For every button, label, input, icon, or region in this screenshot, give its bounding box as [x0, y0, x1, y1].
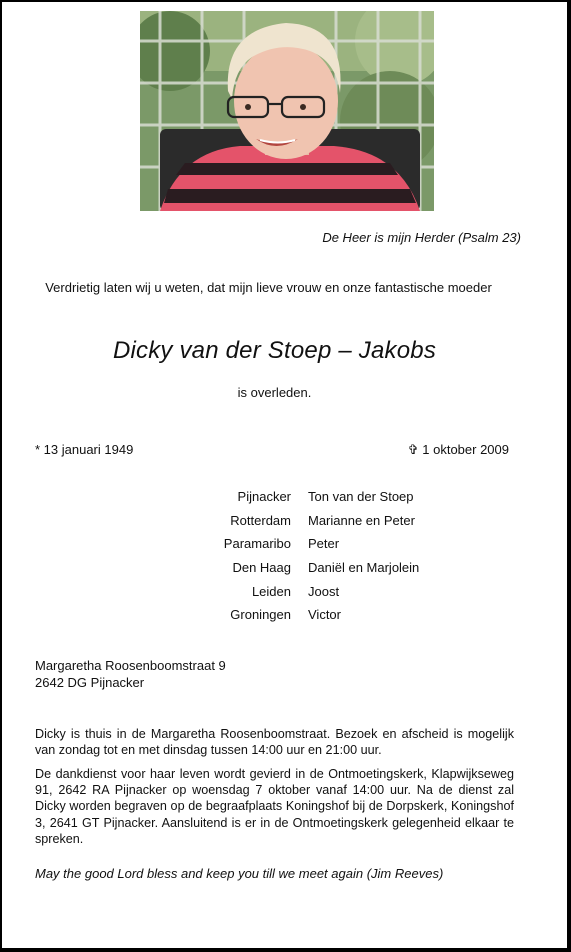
family-row	[182, 603, 522, 627]
portrait-illustration	[140, 11, 434, 211]
family-place: Paramaribo	[223, 536, 291, 552]
family-row	[182, 579, 522, 603]
family-row	[182, 532, 522, 556]
service-paragraph: De dankdienst voor haar leven wordt gevierd in de Ontmoetingskerk, Klapwijkseweg 91, 2642 RA Pijnacker op woensdag 7 oktober vanaf 14:00 uur. Na de dienst zal Dicky worden begraven op de begraafplaats Koningshof bij de Dorpskerk, Koningshof 3, 2641 GT Pijnacker. Aansluitend is er in de Ontmoetingskerk gelegenheid elkaar te spreken.	[35, 767, 514, 846]
birth-date: * 13 januari 1949	[35, 442, 134, 457]
intro-text: Verdrietig laten wij u weten, dat mijn lieve vrouw en onze fantastische moeder	[45, 280, 492, 295]
family-names: Peter	[308, 536, 340, 552]
address-city: 2642 DG Pijnacker	[35, 675, 145, 690]
family-names: Marianne en Peter	[308, 512, 415, 528]
death-date: ✞ 1 oktober 2009	[407, 442, 509, 457]
family-place: Rotterdam	[230, 512, 291, 528]
home-address	[35, 657, 226, 691]
family-row	[182, 509, 522, 533]
family-place: Leiden	[251, 583, 291, 599]
psalm-quote: De Heer is mijn Herder (Psalm 23)	[322, 230, 521, 245]
family-names: Joost	[308, 583, 340, 599]
family-list	[182, 485, 522, 627]
family-names: Ton van der Stoep	[308, 489, 414, 505]
family-row	[182, 485, 522, 509]
family-place: Groningen	[230, 607, 291, 623]
family-place: Den Haag	[232, 560, 291, 576]
family-row	[182, 556, 522, 580]
portrait-photo	[140, 11, 434, 211]
family-names: Victor	[308, 607, 341, 623]
address-street: Margaretha Roosenboomstraat 9	[35, 658, 226, 673]
deceased-statement: is overleden.	[237, 385, 312, 400]
family-names: Daniël en Marjolein	[308, 560, 420, 576]
visiting-paragraph: Dicky is thuis in de Margaretha Roosenboomstraat. Bezoek en afscheid is mogelijk van zondag tot en met dinsdag tussen 14:00 uur en 21:00 uur.	[35, 727, 514, 758]
family-place: Pijnacker	[237, 489, 291, 505]
closing-blessing: May the good Lord bless and keep you till we meet again (Jim Reeves)	[35, 866, 444, 881]
deceased-name: Dicky van der Stoep – Jakobs	[112, 337, 437, 364]
